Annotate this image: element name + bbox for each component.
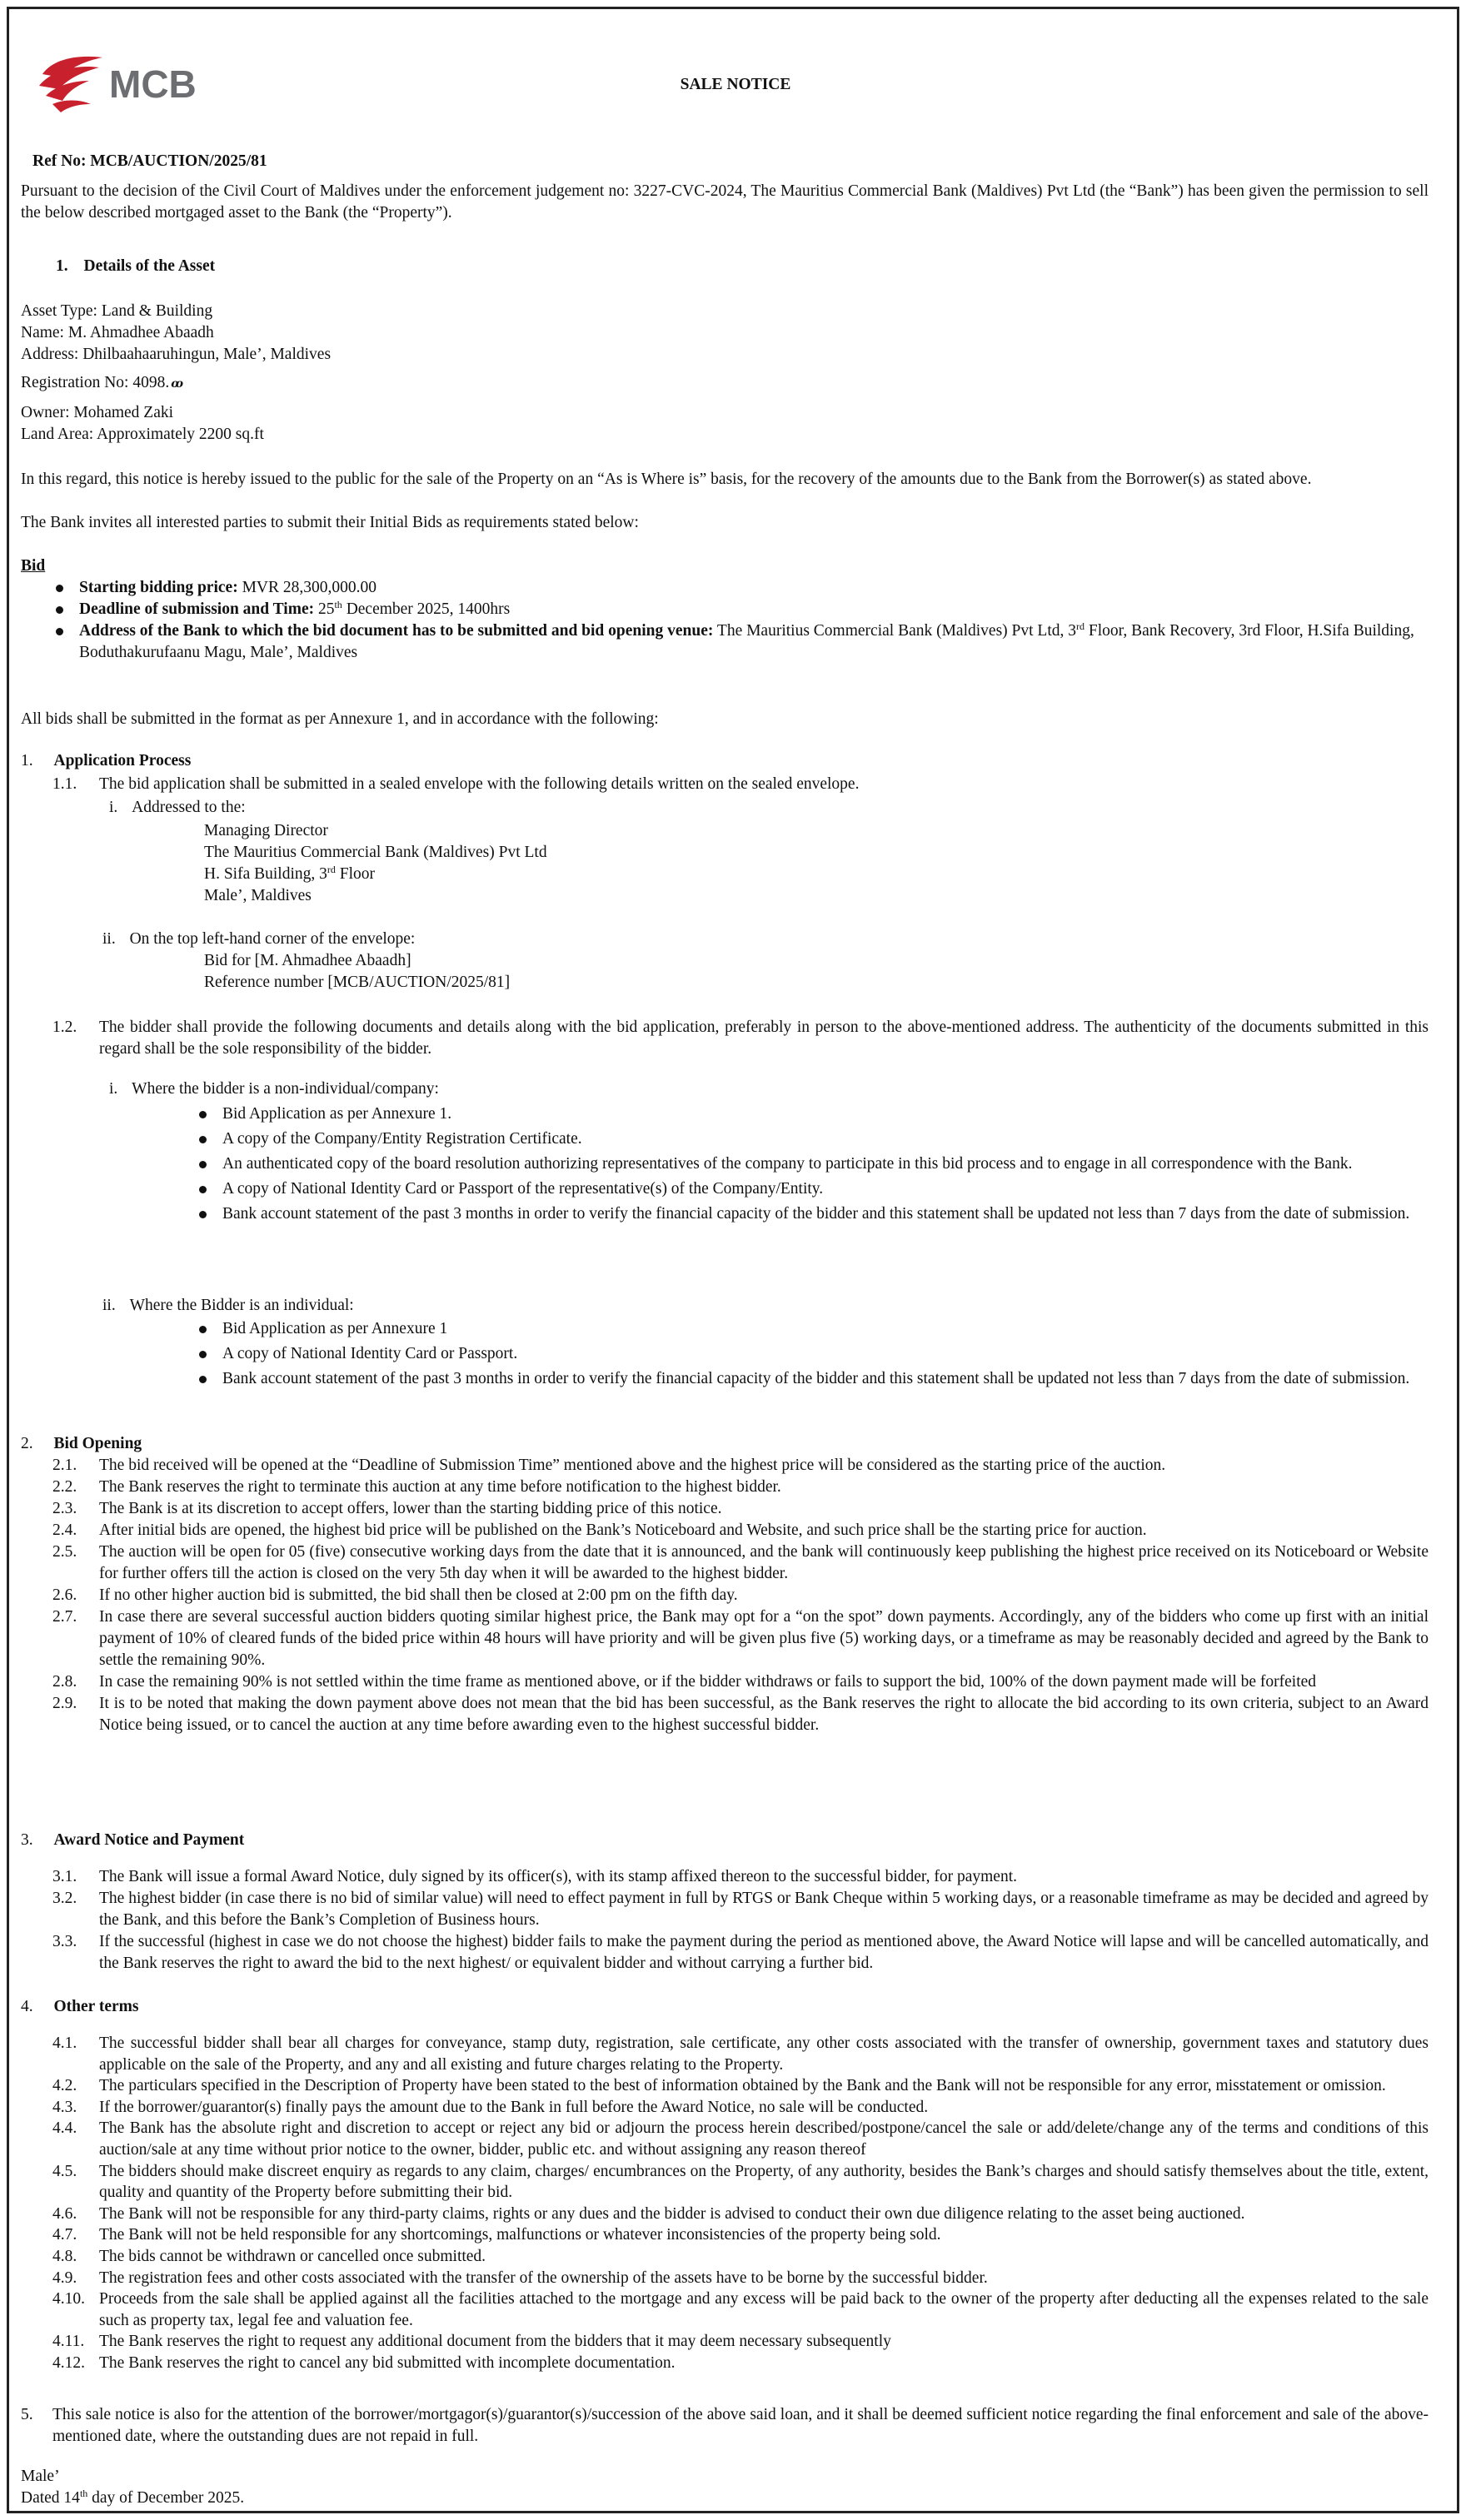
bid-list <box>49 577 1429 664</box>
list-item: Bank account statement of the past 3 months in order to verify the financial capacity of the bidder and this statement shall be updated not less than 7 days from the date of submission. <box>192 1203 1429 1225</box>
list-item: A copy of National Identity Card or Passport of the representative(s) of the Company/Entity. <box>192 1178 1429 1200</box>
bullet-icon <box>49 577 79 599</box>
list-item: Bid Application as per Annexure 1 <box>192 1318 1429 1340</box>
bid-heading: Bid <box>21 557 46 575</box>
bid-starting-price: Starting bidding price: MVR 28,300,000.00 <box>49 577 1429 599</box>
footer-date: Dated 14th day of December 2025. <box>21 2488 245 2507</box>
asset-land-area: Land Area: Approximately 2200 sq.ft <box>21 426 264 443</box>
asset-details <box>21 301 331 446</box>
asset-address: Address: Dhilbaahaaruhingun, Male’, Maldives <box>21 346 332 363</box>
asset-heading: 1. Details of the Asset <box>56 257 216 275</box>
section-1-heading: 1. Application Process <box>21 752 192 769</box>
bullet-icon <box>49 620 79 664</box>
item-2-1: 2.1. The bid received will be opened at the “Deadline of Submission Time” mentioned above and the highest price will be considered as the starting price of the auction. <box>52 1457 1166 1474</box>
item-4-7: 4.7. The Bank will not be held responsible for any shortcomings, malfunctions or whatever inconsistencies of the property being sold. <box>52 2226 941 2244</box>
list-item: Bid Application as per Annexure 1. <box>192 1103 1429 1125</box>
item-4-8: 4.8. The bids cannot be withdrawn or cancelled once submitted. <box>52 2247 486 2265</box>
item-1-1: 1.1. The bid application shall be submitted in a sealed envelope with the following details written on the sealed envelope. <box>52 775 860 793</box>
invite-paragraph: The Bank invites all interested parties to submit their Initial Bids as requirements stated below: <box>21 514 639 531</box>
item-3-1: 3.1. The Bank will issue a formal Award Notice, duly signed by its officer(s), with its stamp affixed thereon to the successful bidder, for payment. <box>52 1868 1017 1885</box>
item-4-12: 4.12. The Bank reserves the right to cancel any bid submitted with incomplete documentation. <box>52 2353 676 2372</box>
section-4-heading: 4. Other terms <box>21 1998 139 2015</box>
item-2-9: 2.9. It is to be noted that making the down payment above does not mean that the bid has been successful, as the Bank reserves the right to allocate the bid according to its own criteria, subject to an Award Notice being issued, or to cancel the auction at any time before awarding even to the highest successful bidder. <box>52 1695 1429 1734</box>
item-1-1-ii: ii. On the top left-hand corner of the envelope: <box>102 930 416 948</box>
company-list <box>192 1103 1429 1225</box>
bullet-icon <box>192 1368 222 1390</box>
asset-owner: Owner: Mohamed Zaki <box>21 404 174 421</box>
mcb-logo-text: MCB <box>109 62 197 106</box>
item-4-10: 4.10. Proceeds from the sale shall be applied against all the facilities attached to the mortgage and any excess will be paid back to the owner of the property after deducting all the expenses related to the sale such as property tax, legal fee and valuation fee. <box>52 2290 1429 2329</box>
section-2-heading: 2. Bid Opening <box>21 1435 142 1452</box>
company-heading: i. Where the bidder is a non-individual/company: <box>109 1080 439 1098</box>
list-item: A copy of the Company/Entity Registration Certificate. <box>192 1128 1429 1150</box>
list-item: An authenticated copy of the board resolution authorizing representatives of the company to participate in this bid process and to engage in all correspondence with the Bank. <box>192 1153 1429 1175</box>
item-4-4: 4.4. The Bank has the absolute right and discretion to accept or reject any bid or adjourn the process herein described/postpone/cancel the sale or add/delete/change any of the terms and conditions of this auction/sale at any time without prior notice to the owner, bidder, public etc. and without assigning any reason thereof <box>52 2119 1429 2159</box>
item-2-2: 2.2. The Bank reserves the right to terminate this auction at any time before notification to the highest bidder. <box>52 1478 781 1496</box>
item-4-9: 4.9. The registration fees and other costs associated with the transfer of the ownership of the assets have to be borne by the successful bidder. <box>52 2268 988 2287</box>
item-2-4: 2.4. After initial bids are opened, the highest bid price will be published on the Bank’s Noticeboard and Website, and such price shall be the starting price for auction. <box>52 1521 1147 1539</box>
bullet-icon <box>192 1103 222 1125</box>
sale-notice-page <box>7 7 1459 2513</box>
list-item: A copy of National Identity Card or Passport. <box>192 1343 1429 1365</box>
section-5: 5. This sale notice is also for the attention of the borrower/mortgagor(s)/guarantor(s)/succession of the above said loan, and it shall be deemed sufficient notice regarding the final enforcement and sale of the above-mentioned date, where the outstanding dues are not repaid in full. <box>21 2406 1429 2445</box>
bid-deadline: Deadline of submission and Time: 25th December 2025, 1400hrs <box>49 599 1429 620</box>
intro-paragraph: Pursuant to the decision of the Civil Court of Maldives under the enforcement judgement no: 3227-CVC-2024, The Mauritius Commercial Bank (Maldives) Pvt Ltd (the “Bank”) has been given the permission to sell the below described mortgaged asset to the Bank (the “Property”). <box>21 182 1429 222</box>
item-2-8: 2.8. In case the remaining 90% is not settled within the time frame as mentioned above, or if the bidder withdraws or fails to support the bid, 100% of the down payment made will be forfeited <box>52 1673 1317 1691</box>
asset-type: Asset Type: Land & Building <box>21 302 213 320</box>
item-3-3: 3.3. If the successful (highest in case we do not choose the highest) bidder fails to make the payment during the period as mentioned above, the Award Notice will lapse and will be cancelled automatically, and the Bank reserves the right to award the bid to the next highest/ or equivalent bidder and without carrying a further bid. <box>52 1933 1429 1972</box>
item-2-5: 2.5. The auction will be open for 05 (five) consecutive working days from the date that it is announced, and the bank will continuously keep publishing the highest price received on its Noticeboard or Website for further offers till the action is closed on the very 5th day when it will be awarded to the highest bidder. <box>52 1543 1429 1582</box>
list-item: Bank account statement of the past 3 months in order to verify the financial capacity of the bidder and this statement shall be updated not less than 7 days from the date of submission. <box>192 1368 1429 1390</box>
section-3-heading: 3. Award Notice and Payment <box>21 1831 245 1849</box>
asset-name: Name: M. Ahmadhee Abaadh <box>21 324 214 341</box>
item-4-1: 4.1. The successful bidder shall bear all charges for conveyance, stamp duty, registration, sale certificate, any other costs associated with the transfer of ownership, government taxes and statutory dues applicable on the sale of the Property, and any and all existing and future charges relating to the Property. <box>52 2034 1429 2074</box>
bullet-icon <box>192 1203 222 1225</box>
asset-registration: Registration No: 4098. ꝏ <box>21 372 331 396</box>
bullet-icon <box>49 599 79 620</box>
bullet-icon <box>192 1318 222 1340</box>
section-2-list <box>52 1455 1429 1736</box>
individual-heading: ii. Where the Bidder is an individual: <box>102 1297 354 1314</box>
item-2-6: 2.6. If no other higher auction bid is submitted, the bid shall then be closed at 2:00 pm on the fifth day. <box>52 1586 738 1604</box>
item-4-5: 4.5. The bidders should make discreet enquiry as regards to any claim, charges/ encumbrances on the Property, of any authority, besides the Bank’s charges and should satisfy themselves about the title, extent, quality and quantity of the Property before submitting their bid. <box>52 2162 1429 2202</box>
reference-number: Ref No: MCB/AUCTION/2025/81 <box>32 152 267 170</box>
page-title: SALE NOTICE <box>680 76 791 93</box>
envelope-address: Managing Director The Mauritius Commercial Bank (Maldives) Pvt Ltd H. Sifa Building, 3rd Floor Male’, Maldives <box>204 822 547 904</box>
item-4-6: 4.6. The Bank will not be responsible for any third-party claims, rights or any dues and the bidder is advised to conduct their own due diligence relating to the asset being auctioned. <box>52 2204 1245 2223</box>
footer-place: Male’ <box>21 2468 60 2485</box>
item-4-3: 4.3. If the borrower/guarantor(s) finally pays the amount due to the Bank in full before the Award Notice, no sale will be conducted. <box>52 2098 929 2116</box>
individual-list <box>192 1318 1429 1390</box>
item-2-3: 2.3. The Bank is at its discretion to accept offers, lower than the starting bidding price of this notice. <box>52 1500 722 1517</box>
section-3-list <box>52 1866 1429 1975</box>
item-4-11: 4.11. The Bank reserves the right to request any additional document from the bidders that it may deem necessary subsequently <box>52 2333 891 2351</box>
bid-address: Address of the Bank to which the bid document has to be submitted and bid opening venue: The Mauritius Commercial Bank (Maldives) Pvt Ltd, 3rd Floor, Bank Recovery, 3rd Floor, H.Sifa Building, Boduthakurufaanu Magu, Male’, Maldives <box>49 620 1429 664</box>
item-1-1-i: i. Addressed to the: <box>109 799 246 816</box>
envelope-corner: Bid for [M. Ahmadhee Abaadh] Reference number [MCB/AUCTION/2025/81] <box>204 952 511 991</box>
bullet-icon <box>192 1343 222 1365</box>
item-1-2: 1.2. The bidder shall provide the following documents and details along with the bid application, preferably in person to the above-mentioned address. The authenticity of the documents submitted in this regard shall be the sole responsibility of the bidder. <box>52 1018 1429 1058</box>
all-bids-paragraph: All bids shall be submitted in the format as per Annexure 1, and in accordance with the following: <box>21 710 659 728</box>
bullet-icon <box>192 1153 222 1175</box>
section-4-list <box>52 2033 1429 2374</box>
item-4-2: 4.2. The particulars specified in the Description of Property have been stated to the best of information obtained by the Bank and the Bank will not be responsible for any error, misstatement or omission. <box>52 2077 1386 2095</box>
item-3-2: 3.2. The highest bidder (in case there is no bid of similar value) will need to effect payment in full by RTGS or Bank Cheque within 5 working days, or a reasonable timeframe as may be decided and agreed by the Bank, and this before the Bank’s Completion of Business hours. <box>52 1890 1429 1929</box>
bullet-icon <box>192 1128 222 1150</box>
notice-paragraph: In this regard, this notice is hereby issued to the public for the sale of the Property on an “As is Where is” basis, for the recovery of the amounts due to the Bank from the Borrower(s) as stated above. <box>21 471 1312 488</box>
signature-mark: ꝏ <box>171 378 184 391</box>
bullet-icon <box>192 1178 222 1200</box>
item-2-7: 2.7. In case there are several successful auction bidders quoting similar highest price, the Bank may opt for a “on the spot” down payments. Accordingly, any of the bidders who come up first with an initial payment of 10% of cleared funds of the bided price within 48 hours will have priority and will be given plus five (5) working days, or a timeframe as may be reasonably decided and agreed by the Bank to settle the remaining 90%. <box>52 1608 1429 1669</box>
